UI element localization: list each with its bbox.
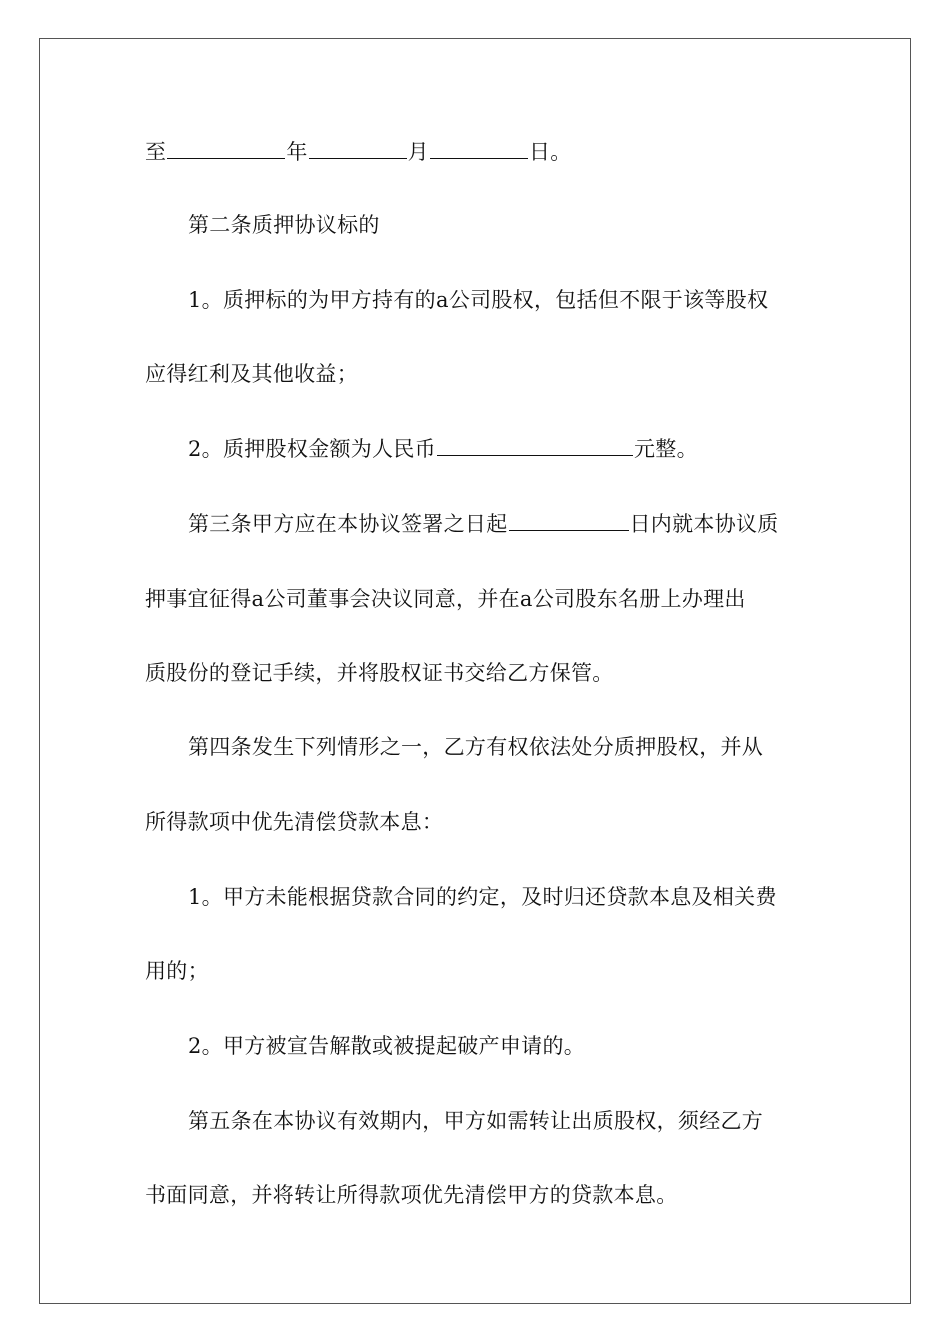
article-4-item-1-line-1: 1。甲方未能根据贷款合同的约定，及时归还贷款本息及相关费	[188, 885, 777, 909]
article-2-item-1-line-1: 1。质押标的为甲方持有的a公司股权，包括但不限于该等股权	[188, 288, 769, 312]
article-4-line-1: 第四条发生下列情形之一，乙方有权依法处分质押股权，并从	[188, 735, 764, 759]
article-2-item-2	[188, 435, 698, 463]
article-3-line-1	[188, 510, 779, 538]
article-2-item-1-line-2: 应得红利及其他收益；	[145, 362, 358, 386]
article-4-item-1-line-2: 用的；	[145, 959, 209, 983]
amount-blank	[437, 435, 633, 456]
article-3-line-1-prefix: 第三条甲方应在本协议签署之日起	[188, 512, 508, 536]
day-blank	[430, 138, 528, 159]
date-line	[145, 138, 572, 166]
article-3-line-3: 质股份的登记手续，并将股权证书交给乙方保管。	[145, 661, 614, 685]
month-label: 月	[407, 140, 429, 164]
days-blank	[509, 510, 629, 531]
date-prefix: 至	[145, 140, 167, 164]
article-2-item-2-suffix: 元整。	[633, 437, 698, 461]
article-3-line-1-suffix: 日内就本协议质	[629, 512, 779, 536]
year-blank	[167, 138, 285, 159]
article-2-title: 第二条质押协议标的	[188, 213, 380, 237]
day-label: 日。	[528, 140, 572, 164]
article-2-item-2-prefix: 2。质押股权金额为人民币	[188, 437, 436, 461]
article-5-line-1: 第五条在本协议有效期内，甲方如需转让出质股权，须经乙方	[188, 1109, 764, 1133]
article-5-line-2: 书面同意，并将转让所得款项优先清偿甲方的贷款本息。	[145, 1183, 678, 1207]
year-label: 年	[286, 140, 308, 164]
article-3-line-2: 押事宜征得a公司董事会决议同意，并在a公司股东名册上办理出	[145, 587, 746, 611]
article-4-item-2: 2。甲方被宣告解散或被提起破产申请的。	[188, 1034, 586, 1058]
article-4-line-2: 所得款项中优先清偿贷款本息：	[145, 810, 444, 834]
month-blank	[309, 138, 407, 159]
